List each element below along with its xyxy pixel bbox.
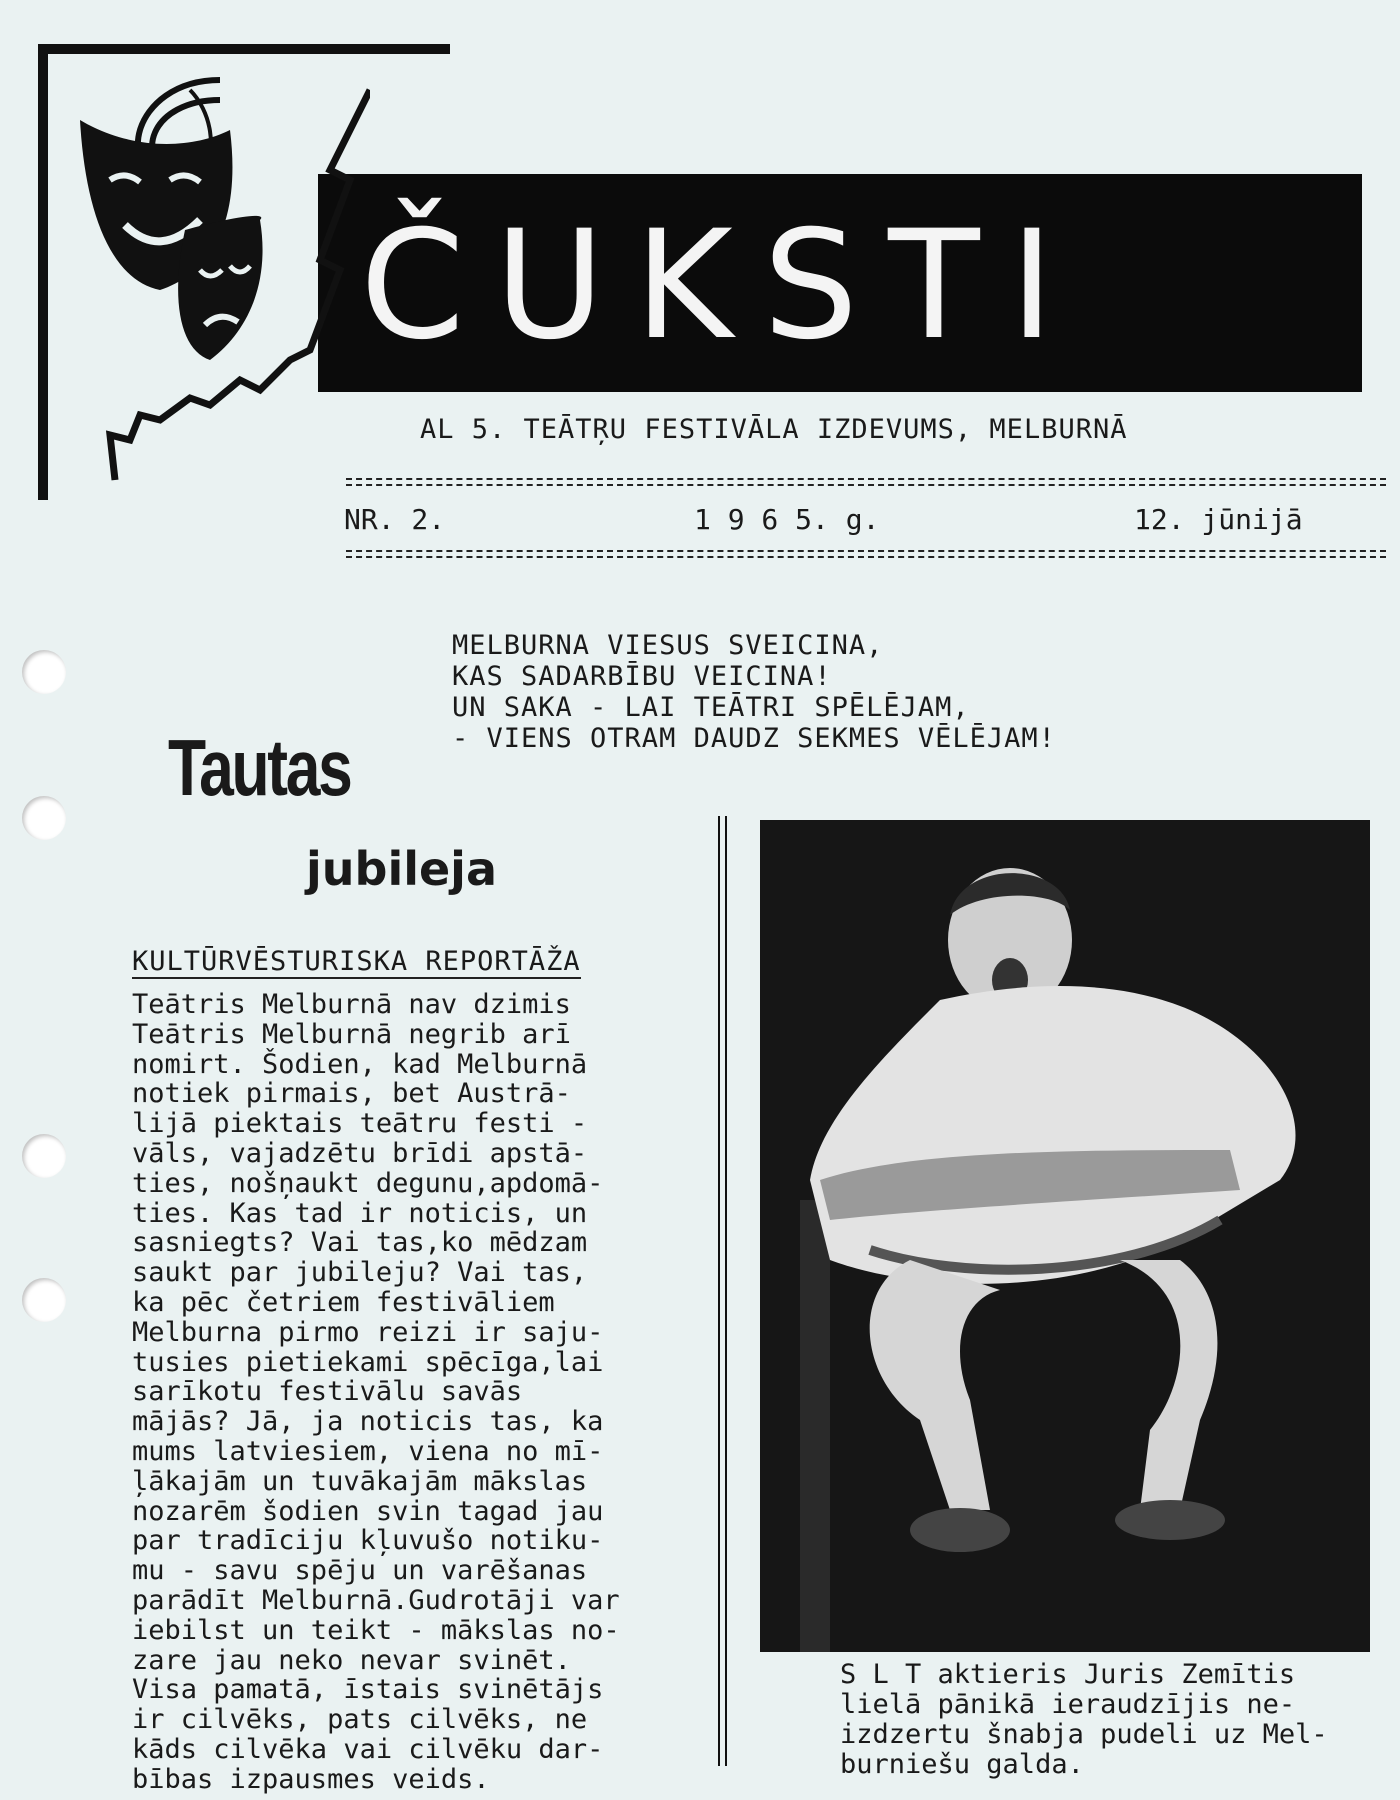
article-line: Teātris Melburnā nav dzimis (132, 989, 571, 1020)
article-line: par tradīciju kļuvušo notiku- (132, 1525, 604, 1557)
article-line: vāls, vajadzētu brīdi apstā- (132, 1137, 588, 1169)
theatre-masks-icon (70, 60, 370, 520)
double-rule-bottom (346, 550, 1386, 558)
masthead-subtitle: AL 5. TEĀTŖU FESTIVĀLA IZDEVUMS, MELBURNĀ (420, 414, 1128, 445)
article-headline-line-2: jubileja (306, 842, 497, 896)
article-line: sarīkotu festivālu savās (132, 1376, 523, 1408)
article-line: nozarēm šodien svin tagad jau (132, 1495, 604, 1527)
article-headline-line-1: Tautas (168, 723, 351, 812)
article-line: Visa pamatā, īstais svinētājs (132, 1674, 604, 1706)
actor-figure-illustration (760, 820, 1370, 1652)
caption-line: lielā pānikā ieraudzījis ne- (840, 1689, 1296, 1720)
article-line: ļākajām un tuvākajām mākslas (132, 1465, 588, 1497)
masthead-frame-left (38, 44, 48, 500)
article-line: lijā piektais teātru festi - (132, 1108, 588, 1140)
article-line: bības izpausmes veids. (132, 1763, 490, 1795)
article-line: tusies pietiekami spēcīga,lai (132, 1346, 604, 1378)
article-line: mums latviesiem, viena no mī- (132, 1435, 604, 1467)
masthead-title: ČUKSTI (360, 199, 1084, 373)
punch-hole (22, 1278, 66, 1322)
article-line: ka pēc četriem festivāliem (132, 1286, 555, 1318)
article-line: ir cilvēks, pats cilvēks, ne (132, 1704, 588, 1736)
column-divider (718, 816, 727, 1766)
article-body (132, 990, 672, 1795)
article-line: nomirt. Šodien, kad Melburnā (132, 1048, 588, 1080)
article-line: zare jau neko nevar svinēt. (132, 1644, 571, 1676)
issue-year: 1 9 6 5. g. (694, 503, 880, 536)
greeting-poem (452, 630, 1056, 754)
caption-line: izdzertu šnabja pudeli uz Mel- (840, 1719, 1328, 1750)
article-line: ties. Kas tad ir noticis, un (132, 1197, 588, 1229)
issue-date: 12. jūnijā (1134, 503, 1303, 536)
article-line: notiek pirmais, bet Austrā- (132, 1078, 571, 1110)
article-line: iebilst un teikt - mākslas no- (132, 1614, 620, 1646)
poem-line: - VIENS OTRAM DAUDZ SEKMES VĒLĒJAM! (452, 723, 1056, 754)
punch-hole (22, 796, 66, 840)
punch-hole (22, 650, 66, 694)
article-kicker: KULTŪRVĒSTURISKA REPORTĀŽA (132, 946, 581, 977)
poem-line: UN SAKA - LAI TEĀTRI SPĒLĒJAM, (452, 692, 970, 723)
article-line: saukt par jubileju? Vai tas, (132, 1257, 588, 1289)
article-line: mu - savu spēju un varēšanas (132, 1555, 588, 1587)
article-line: Melburna pirmo reizi ir saju- (132, 1316, 604, 1348)
photo-caption (840, 1660, 1380, 1780)
poem-line: KAS SADARBĪBU VEICINA! (452, 661, 832, 692)
issue-number: NR. 2. (344, 503, 446, 536)
caption-line: S L T aktieris Juris Zemītis (840, 1659, 1296, 1690)
punch-hole (22, 1134, 66, 1178)
article-line: parādīt Melburnā.Gudrotāji var (132, 1584, 620, 1616)
article-line: sasniegts? Vai tas,ko mēdzam (132, 1227, 588, 1259)
article-line: Teātris Melburnā negrib arī (132, 1018, 571, 1050)
article-line: kāds cilvēka vai cilvēku dar- (132, 1733, 604, 1765)
issue-info-row (344, 503, 1354, 539)
double-rule-top (346, 478, 1386, 486)
article-line: ties, nošņaukt degunu,apdomā- (132, 1167, 604, 1199)
caption-line: burniešu galda. (840, 1749, 1084, 1780)
actor-photo (760, 820, 1370, 1652)
masthead-frame-top (40, 44, 450, 54)
article-line: mājās? Jā, ja noticis tas, ka (132, 1406, 604, 1438)
poem-line: MELBURNA VIESUS SVEICINA, (452, 630, 884, 661)
